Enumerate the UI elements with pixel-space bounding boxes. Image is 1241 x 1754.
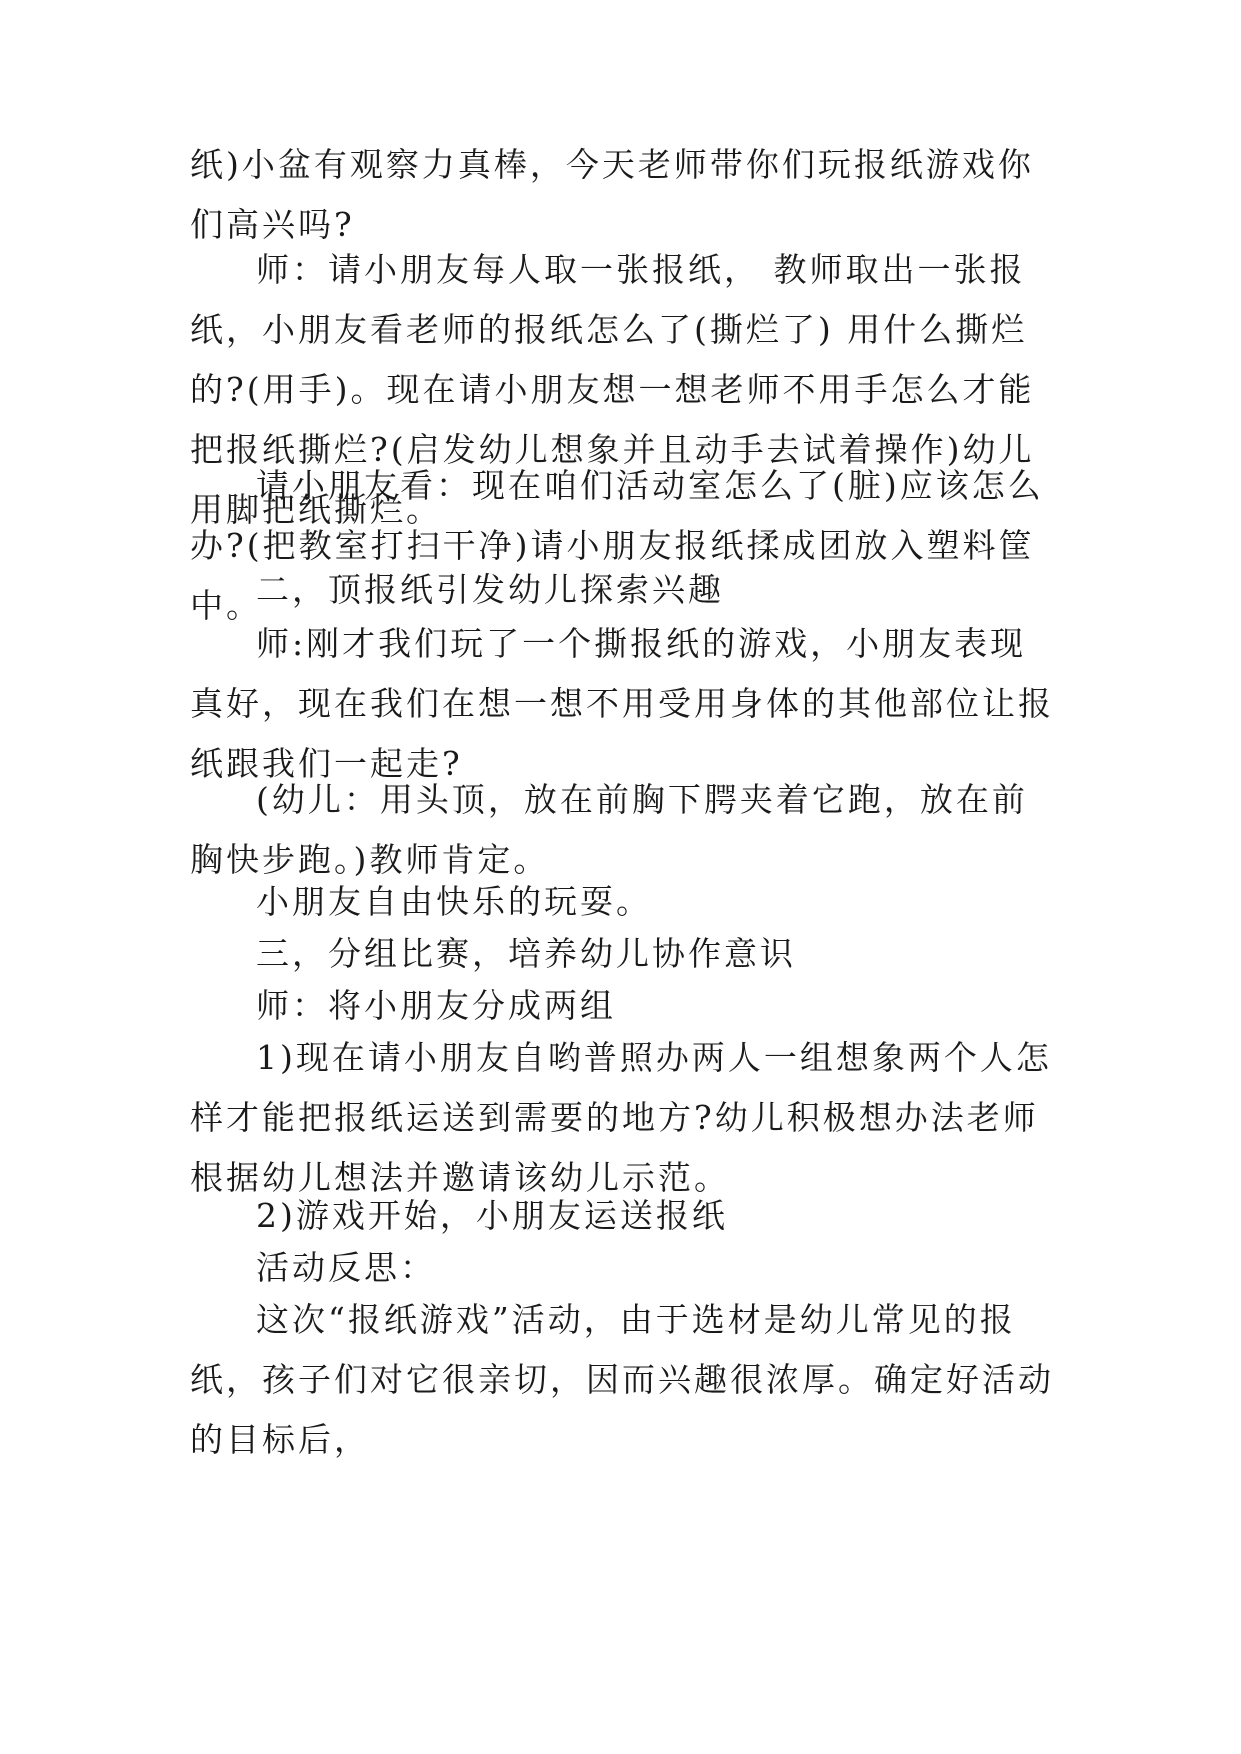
paragraph-2: 师：请小朋友每人取一张报纸， 教师取出一张报纸，小朋友看老师的报纸怎么了(撕烂了) 用什么撕烂的?(用手)。现在请小朋友想一想老师不用手怎么才能把报纸撕烂?(启发幼儿想象并且动手去试着操作)幼儿用脚把纸撕烂。 <box>190 250 1035 529</box>
paragraph-6: 小朋友自由快乐的玩耍。 <box>256 882 652 921</box>
section-heading-2: 二，顶报纸引发幼儿探索兴趣 <box>256 570 724 609</box>
paragraph-10: 这次“报纸游戏”活动，由于选材是幼儿常见的报纸，孩子们对它很亲切，因而兴趣很浓厚。确定好活动的目标后， <box>190 1300 1054 1459</box>
paragraph-9: 2)游戏开始，小朋友运送报纸 <box>256 1196 728 1235</box>
section-heading-3: 三，分组比赛，培养幼儿协作意识 <box>256 934 796 973</box>
reflection-heading: 活动反思： <box>256 1248 436 1287</box>
paragraph-7: 师：将小朋友分成两组 <box>256 986 616 1025</box>
paragraph-5: (幼儿：用头顶，放在前胸下腭夹着它跑，放在前胸快步跑。)教师肯定。 <box>190 780 1028 879</box>
paragraph-4: 师:刚才我们玩了一个撕报纸的游戏，小朋友表现真好，现在我们在想一想不用受用身体的其他部位让报纸跟我们一起走? <box>190 624 1054 783</box>
paragraph-8: 1)现在请小朋友自哟普照办两人一组想象两个人怎样才能把报纸运送到需要的地方?幼儿积极想办法老师根据幼儿想法并邀请该幼儿示范。 <box>190 1038 1052 1197</box>
paragraph-3: 请小朋友看：现在咱们活动室怎么了(脏)应该怎么办?(把教室打扫干净)请小朋友报纸揉成团放入塑料筐中。 <box>190 466 1044 625</box>
paragraph-1: 纸)小盆有观察力真棒，今天老师带你们玩报纸游戏你们高兴吗? <box>190 145 1034 244</box>
